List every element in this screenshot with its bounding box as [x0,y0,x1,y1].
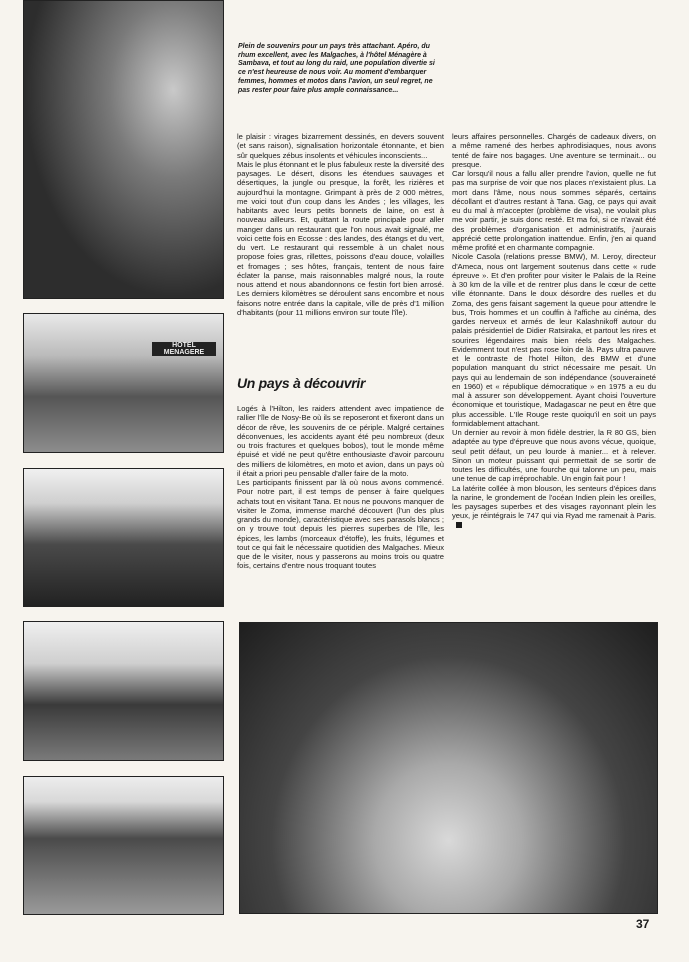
paragraph-text: La latérite collée à mon blouson, les senteurs d'épices dans la narine, le grondement de l'océan Indien plein les oreilles, les paysages superbes et des visages rayonnant plein les yeux, je réintégrais le 747 qui via Ryad me ramenait à Paris. [452,483,656,521]
photo-villagers [23,776,224,915]
end-of-article-mark [456,522,462,528]
photo-rider-on-motorcycle [239,622,658,914]
hotel-sign: HOTEL MENAGERE [152,342,216,356]
page-number: 37 [636,917,650,931]
paragraph: Nicole Casola (relations presse BMW), M. Leroy, directeur d'Ameca, nous ont largement soutenus dans cette « rude épreuve ». Et d'en profiter pour visiter le Palais de la Reine à 30 km de la ville et de rentrer plus dans le cœur de cette ville étonnante. Dans le doux désordre des ruelles et du Zoma, des gens faisant sagement la queue pour attendre le bus, Trois hommes et un couffin à l'affiche au cinéma, des gardes nerveux et armés de leur Kalashnikoff autour du palais présidentiel de Didier Ratsiraka, et partout les rires et sourires légendaires mais bien réels des Malgaches. Evidemment tout n'est pas rose loin de là. Pays ultra pauvre et le contraste de l'hotel Hilton, des BMW et d'une population manquant du strict nécessaire me pesait. Un pays qui au lendemain de son indépendance (souveraineté en 1960) et « république démocratique » en 1975 a eu du mal à assurer son développement. Ayant choisi l'ouverture économique et touristique, Madagascar ne peut en être que plus accessible. L'Ile Rouge reste quoiqu'il en soit un pays formidablement attachant. [452,252,656,428]
paragraph: Un dernier au revoir à mon fidèle destrier, la R 80 GS, bien adaptée au type d'épreuve que nous avons vécue, quoique, seul petit défaut, un peu lourde à manier... et à relever. Sinon un moteur puissant qui permettait de se sortir de toutes les difficultés, une fourche qui talonne un peu, mais une tenue de cap irréprochable. Un engin fait pour ! [452,428,656,484]
photo-caption: Plein de souvenirs pour un pays très attachant. Apéro, du rhum excellent, avec les Malgaches, à l'hôtel Ménagère à Sambava, et tout au long du raid, une population divertie si ce n'est heureuse de nous voir. Au moment d'embarquer femmes, hommes et motos dans l'avion, un seul regret, ne pas rester pour faire plus ample connaissance... [238,43,435,94]
article-column-2 [452,132,656,530]
article-column-1-continued [237,404,444,571]
paragraph: Car lorsqu'il nous a fallu aller prendre l'avion, quelle ne fut pas ma surprise de voir que nos places n'existaient plus. La mort dans l'âme, nous nous sommes séparés, certains décollant et d'autres restant à Tana. Gag, ce pays qui avait eu du mal à m'accepter (problème de visa), ne voulait plus me voir partir, je suis donc resté. Et ma foi, si ce n'avait été des problèmes d'organisation et administratifs, j'aurais apprécié cette prolongation inattendue. Enfin, j'en ai quand même profité et en charmante compagnie. [452,169,656,252]
paragraph: Logés à l'Hilton, les raiders attendent avec impatience de rallier l'île de Nosy-Be où ils se reposeront et fixeront dans un décor de rêve, les souvenirs de ce périple. Malgré certaines déconvenues, les accidents ayant été peu nombreux (deux ou trois fractures et quelques bobos), tout le monde même épuisé et vidé ne peut qu'être enthousiaste d'avoir parcouru des milliers de kilomètres, en moto et avion, dans un pays où il était a priori peu pensable d'aller faire de la moto. [237,404,444,478]
paragraph: Mais le plus étonnant et le plus fabuleux reste la diversité des paysages. Le désert, disons les étendues sauvages et désertiques, la jungle ou presque, la forêt, les rizières et aujourd'hui la montagne. Grimpant à près de 2 000 mètres, me voici tout d'un coup dans les Andes ; les villages, les habitants avec leurs petits bonnets de laine, on est à nouveau ailleurs. Et, quittant la route principale pour aller manger dans un restaurant que l'on nous avait signalé, me voici cette fois en Ecosse : des landes, des étangs et du vert, du vert. Le restaurant qui ressemble à un chalet nous propose foies gras, rillettes, poissons d'eau douce, volailles et fromages ; ses hôtes, français, tentent de nous faire éclater la panse, mais raisonnables malgré nous, la route nous attend et nous abandonnons ce festin fort bien arrosé. Les derniers kilomètres se déroulent sans encombre et nous faisons notre entrée dans la capitale, ville de près d'1 million d'habitants (pour 11 millions environ sur toute l'île). [237,159,444,317]
article-column-1 [237,132,444,317]
paragraph: le plaisir : virages bizarrement dessinés, en devers souvent (et sans raison), signalisation horizontale étonnante, et bien sûr quelques zébus insolents et véhicules inconscients... [237,132,444,160]
section-heading: Un pays à découvrir [237,375,366,391]
photo-men-drinking [23,0,224,299]
photo-motorcycles-crowd [23,621,224,761]
photo-hotel-street [23,313,224,453]
paragraph [452,484,656,530]
paragraph: Les participants finissent par là où nous avons commencé. Pour notre part, il est temps de penser à faire quelques achats tout en visitant Tana. Et nous ne pouvons manquer de visiter le Zoma, immense marché découvert (l'un des plus grands du monde), caractéristique avec ses parasols blancs ; on y trouve tout depuis les pierres superbes de l'île, les épices, les lambs (morceaux d'étoffe), les fruits, légumes et tout ce qui fait le nécessaire quotidien des Malgaches. Mieux que de le visiter, nous y passerons au moins trois ou quatre fois, certains d'entre nous troquant toutes [237,478,444,571]
paragraph: leurs affaires personnelles. Chargés de cadeaux divers, on a même ramené des herbes aphrodisiaques, nous avons tenté de faire nos bagages. Une aventure se terminait... ou presque. [452,132,656,169]
photo-village-hut [23,468,224,607]
